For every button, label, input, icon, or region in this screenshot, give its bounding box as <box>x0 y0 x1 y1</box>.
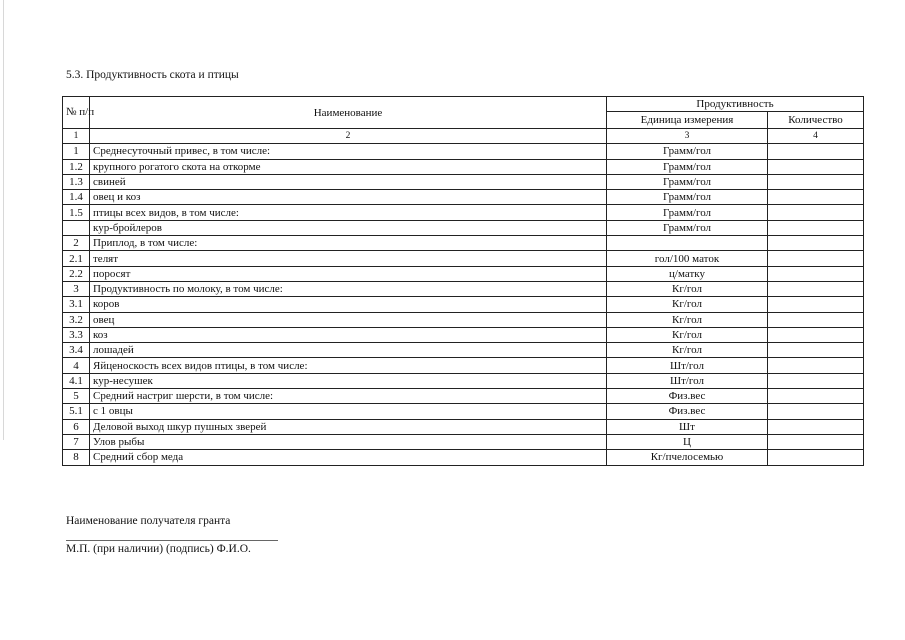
table-row <box>63 358 864 373</box>
row-unit: Физ.вес <box>607 404 768 419</box>
row-number <box>63 220 90 235</box>
table-row <box>63 236 864 251</box>
row-unit: гол/100 маток <box>607 251 768 266</box>
row-name: Средний настриг шерсти, в том числе: <box>90 389 607 404</box>
row-number: 2 <box>63 236 90 251</box>
row-number: 7 <box>63 434 90 449</box>
table-row <box>63 312 864 327</box>
row-number: 1.2 <box>63 159 90 174</box>
row-quantity <box>768 205 864 220</box>
row-unit: Кг/гол <box>607 312 768 327</box>
row-name: Приплод, в том числе: <box>90 236 607 251</box>
row-name: кур-несушек <box>90 373 607 388</box>
row-name: Деловой выход шкур пушных зверей <box>90 419 607 434</box>
row-quantity <box>768 327 864 342</box>
row-quantity <box>768 266 864 281</box>
row-quantity <box>768 434 864 449</box>
row-name: кур-бройлеров <box>90 220 607 235</box>
row-number: 3.2 <box>63 312 90 327</box>
table-row <box>63 190 864 205</box>
table-row <box>63 373 864 388</box>
row-quantity <box>768 312 864 327</box>
row-quantity <box>768 404 864 419</box>
row-number: 4 <box>63 358 90 373</box>
row-quantity <box>768 159 864 174</box>
row-number: 1 <box>63 144 90 159</box>
row-number: 8 <box>63 450 90 465</box>
table-row <box>63 450 864 465</box>
row-unit: Ц <box>607 434 768 449</box>
row-number: 1.5 <box>63 205 90 220</box>
row-name: крупного рогатого скота на откорме <box>90 159 607 174</box>
row-quantity <box>768 358 864 373</box>
row-quantity <box>768 389 864 404</box>
row-quantity <box>768 419 864 434</box>
row-unit: Грамм/гол <box>607 159 768 174</box>
table-row <box>63 220 864 235</box>
row-name: Продуктивность по молоку, в том числе: <box>90 281 607 296</box>
header-quantity: Количество <box>768 112 864 129</box>
row-unit: Кг/пчелосемью <box>607 450 768 465</box>
row-name: коз <box>90 327 607 342</box>
row-number: 3.4 <box>63 343 90 358</box>
row-quantity <box>768 450 864 465</box>
row-number: 3.1 <box>63 297 90 312</box>
row-unit: Кг/гол <box>607 297 768 312</box>
row-quantity <box>768 190 864 205</box>
row-name: Средний сбор меда <box>90 450 607 465</box>
row-unit: Грамм/гол <box>607 144 768 159</box>
row-name: с 1 овцы <box>90 404 607 419</box>
row-number: 1.3 <box>63 174 90 189</box>
row-quantity <box>768 220 864 235</box>
table-row <box>63 266 864 281</box>
row-name: телят <box>90 251 607 266</box>
row-quantity <box>768 174 864 189</box>
row-unit: Кг/гол <box>607 327 768 342</box>
table-row <box>63 404 864 419</box>
row-number: 5 <box>63 389 90 404</box>
recipient-label: Наименование получателя гранта <box>66 515 231 527</box>
row-unit: Кг/гол <box>607 281 768 296</box>
row-unit: Грамм/гол <box>607 220 768 235</box>
row-number: 5.1 <box>63 404 90 419</box>
row-name: коров <box>90 297 607 312</box>
header-name: Наименование <box>90 97 607 129</box>
table-row <box>63 159 864 174</box>
row-name: птицы всех видов, в том числе: <box>90 205 607 220</box>
row-quantity <box>768 373 864 388</box>
section-title: 5.3. Продуктивность скота и птицы <box>66 69 239 81</box>
row-unit: Шт/гол <box>607 373 768 388</box>
row-number: 3.3 <box>63 327 90 342</box>
row-unit: Грамм/гол <box>607 190 768 205</box>
table-row <box>63 174 864 189</box>
table-row <box>63 327 864 342</box>
row-unit <box>607 236 768 251</box>
table-row <box>63 419 864 434</box>
table-row <box>63 281 864 296</box>
row-quantity <box>768 281 864 296</box>
row-quantity <box>768 251 864 266</box>
row-unit: Грамм/гол <box>607 205 768 220</box>
row-name: Яйценоскость всех видов птицы, в том числе: <box>90 358 607 373</box>
row-name: лошадей <box>90 343 607 358</box>
row-unit: ц/матку <box>607 266 768 281</box>
row-unit: Физ.вес <box>607 389 768 404</box>
row-name: Среднесуточный привес, в том числе: <box>90 144 607 159</box>
row-number: 1.4 <box>63 190 90 205</box>
row-unit: Шт <box>607 419 768 434</box>
column-number: 2 <box>90 129 607 144</box>
row-name: овец и коз <box>90 190 607 205</box>
row-quantity <box>768 144 864 159</box>
row-unit: Грамм/гол <box>607 174 768 189</box>
row-unit: Шт/гол <box>607 358 768 373</box>
row-name: овец <box>90 312 607 327</box>
productivity-table <box>62 96 864 466</box>
header-unit: Единица измерения <box>607 112 768 129</box>
table-row <box>63 251 864 266</box>
signature-line <box>66 540 278 541</box>
signature-caption: М.П. (при наличии) (подпись) Ф.И.О. <box>66 543 251 555</box>
table-row <box>63 389 864 404</box>
row-name: Улов рыбы <box>90 434 607 449</box>
row-unit: Кг/гол <box>607 343 768 358</box>
column-number: 3 <box>607 129 768 144</box>
row-number: 3 <box>63 281 90 296</box>
table-row <box>63 297 864 312</box>
table-row <box>63 144 864 159</box>
table-row <box>63 205 864 220</box>
row-quantity <box>768 297 864 312</box>
column-numbers-row <box>63 129 864 144</box>
table-row <box>63 343 864 358</box>
header-productivity: Продуктивность <box>607 97 864 112</box>
header-num: № п/п <box>63 97 90 129</box>
table-row <box>63 434 864 449</box>
row-quantity <box>768 236 864 251</box>
table-body <box>63 129 864 466</box>
row-quantity <box>768 343 864 358</box>
row-number: 2.2 <box>63 266 90 281</box>
row-name: поросят <box>90 266 607 281</box>
column-number: 4 <box>768 129 864 144</box>
column-number: 1 <box>63 129 90 144</box>
scan-edge-line <box>3 0 4 440</box>
header-row-1 <box>63 97 864 112</box>
row-number: 4.1 <box>63 373 90 388</box>
row-number: 2.1 <box>63 251 90 266</box>
row-name: свиней <box>90 174 607 189</box>
row-number: 6 <box>63 419 90 434</box>
